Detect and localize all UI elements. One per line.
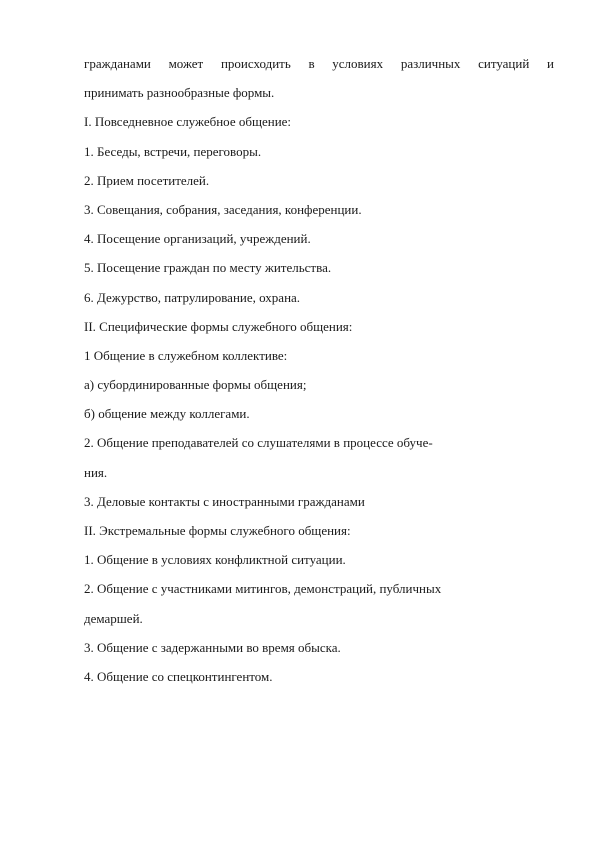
list-item: 1. Беседы, встречи, переговоры.: [84, 143, 262, 159]
list-item: 3. Общение с задержанными во время обыска.: [84, 639, 341, 655]
list-item: 2. Общение с участниками митингов, демонстраций, публичных: [84, 581, 442, 597]
word: условиях: [332, 56, 384, 71]
list-item-continuation: ния.: [84, 464, 108, 480]
paragraph-line: принимать разнообразные формы.: [84, 85, 275, 101]
list-item-continuation: демаршей.: [84, 610, 143, 626]
list-item: 4. Посещение организаций, учреждений.: [84, 231, 311, 247]
list-item: 1. Общение в условиях конфликтной ситуации.: [84, 552, 346, 568]
section-heading: II. Специфические формы служебного общения:: [84, 318, 353, 334]
section-heading: I. Повседневное служебное общение:: [84, 114, 292, 130]
word: различных: [400, 56, 461, 71]
paragraph-line-justified: [84, 56, 554, 85]
word: в: [308, 56, 315, 71]
list-item: 3. Деловые контакты с иностранными гражданами: [84, 493, 365, 509]
list-item: 2. Общение преподавателей со слушателями в процессе обуче-: [84, 435, 433, 451]
list-item: 1 Общение в служебном коллективе:: [84, 347, 288, 363]
list-item: 5. Посещение граждан по месту жительства.: [84, 260, 332, 276]
list-item: 2. Прием посетителей.: [84, 172, 210, 188]
list-item: 3. Совещания, собрания, заседания, конференции.: [84, 201, 362, 217]
list-item: 6. Дежурство, патрулирование, охрана.: [84, 289, 301, 305]
word: ситуаций: [478, 56, 530, 71]
word: гражданами: [84, 56, 151, 71]
word: и: [547, 56, 554, 71]
section-heading: II. Экстремальные формы служебного общения:: [84, 523, 351, 538]
word: происходить: [220, 56, 291, 71]
sub-list-item: б) общение между коллегами.: [84, 406, 250, 422]
sub-list-item: а) субординированные формы общения;: [84, 377, 307, 393]
document-body: [84, 56, 554, 698]
word: может: [168, 56, 204, 71]
list-item: 4. Общение со спецконтингентом.: [84, 668, 273, 684]
